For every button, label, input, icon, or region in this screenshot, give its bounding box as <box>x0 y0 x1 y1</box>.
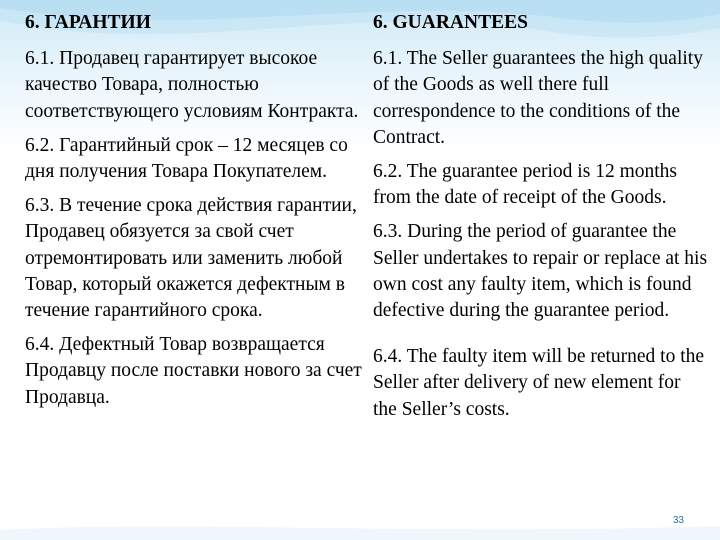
english-column <box>373 10 708 423</box>
russian-paragraph-6-4: 6.4. Дефектный Товар возвращается Продавцу после поставки нового за счет Продавца. <box>25 334 362 408</box>
russian-paragraph-6-1: 6.1. Продавец гарантирует высокое качество Товара, полностью соответствующего условиям Контракта. <box>25 48 359 122</box>
page-number: 33 <box>672 515 684 526</box>
russian-heading: 6. ГАРАНТИИ <box>25 12 151 33</box>
english-paragraph-6-2: 6.2. The guarantee period is 12 months from the date of receipt of the Goods. <box>373 161 677 209</box>
english-paragraph-6-1: 6.1. The Seller guarantees the high quality of the Goods as well there full correspondence to the conditions of the Contract. <box>373 48 703 148</box>
russian-column <box>25 10 365 411</box>
russian-paragraph-6-3: 6.3. В течение срока действия гарантии, Продавец обязуется за свой счет отремонтировать или заменить любой Товар, который окажется дефектным в течение гарантийного срока. <box>25 195 357 322</box>
russian-paragraph-6-2: 6.2. Гарантийный срок – 12 месяцев со дня получения Товара Покупателем. <box>25 134 348 183</box>
english-heading: 6. GUARANTEES <box>373 12 528 33</box>
english-paragraph-6-3: 6.3. During the period of guarantee the Seller undertakes to repair or replace at his own cost any faulty item, which is found defective during the guarantee period. <box>373 221 708 322</box>
english-paragraph-6-4: 6.4. The faulty item will be returned to the Seller after delivery of new element for the Seller’s costs. <box>373 346 705 420</box>
decorative-wave-bottom <box>0 500 720 540</box>
